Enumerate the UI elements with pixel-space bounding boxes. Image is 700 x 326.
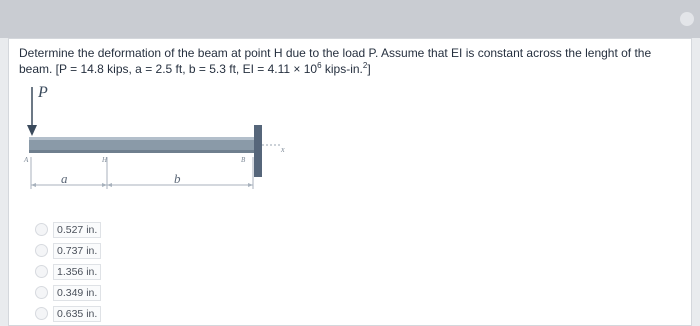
radio-button[interactable] xyxy=(35,307,48,320)
unit-exponent: 2 xyxy=(362,61,368,70)
answer-option-label[interactable]: 0.349 in. xyxy=(53,285,101,301)
circle-icon xyxy=(680,12,694,26)
beam-diagram xyxy=(9,39,693,219)
dim-arrow-a-right xyxy=(102,183,107,187)
fixed-support xyxy=(254,125,262,177)
answer-option-label[interactable]: 0.527 in. xyxy=(53,222,101,238)
answer-option[interactable] xyxy=(35,240,101,261)
top-bar xyxy=(0,0,700,38)
answer-option[interactable] xyxy=(35,303,101,324)
point-b-label: B xyxy=(241,156,246,164)
answer-option[interactable] xyxy=(35,261,101,282)
answer-options xyxy=(35,219,101,324)
radio-button[interactable] xyxy=(35,223,48,236)
question-line-2-prefix: beam. [P = 14.8 kips, a = 2.5 ft, b = 5.3 ft, EI = 4.11 × 10 xyxy=(19,62,318,76)
load-label: P xyxy=(38,84,48,101)
dim-arrow-b-left xyxy=(107,183,112,187)
load-arrowhead xyxy=(27,125,37,136)
answer-option[interactable] xyxy=(35,282,101,303)
point-a-label: A xyxy=(24,156,29,164)
question-card xyxy=(8,38,692,326)
radio-button[interactable] xyxy=(35,244,48,257)
beam-highlight xyxy=(29,137,261,140)
radio-button[interactable] xyxy=(35,265,48,278)
question-line-2-suffix: ] xyxy=(367,62,371,76)
answer-option-label[interactable]: 0.635 in. xyxy=(53,306,101,322)
answer-option-label[interactable]: 0.737 in. xyxy=(53,243,101,259)
dim-arrow-a-left xyxy=(31,183,36,187)
question-line-2-unit: kips-in. xyxy=(321,62,363,76)
dim-a-label: a xyxy=(61,171,68,186)
beam-shadow xyxy=(29,150,261,153)
x-axis-label: x xyxy=(281,145,285,154)
radio-button[interactable] xyxy=(35,286,48,299)
point-h-label: H xyxy=(102,156,108,164)
answer-option[interactable] xyxy=(35,219,101,240)
question-line-1: Determine the deformation of the beam at point H due to the load P. Assume that EI is constant across the lenght of the xyxy=(19,46,652,60)
ei-exponent: 6 xyxy=(317,61,322,70)
dim-arrow-b-right xyxy=(248,183,253,187)
dim-b-label: b xyxy=(174,171,181,186)
answer-option-label[interactable]: 1.356 in. xyxy=(53,264,101,280)
